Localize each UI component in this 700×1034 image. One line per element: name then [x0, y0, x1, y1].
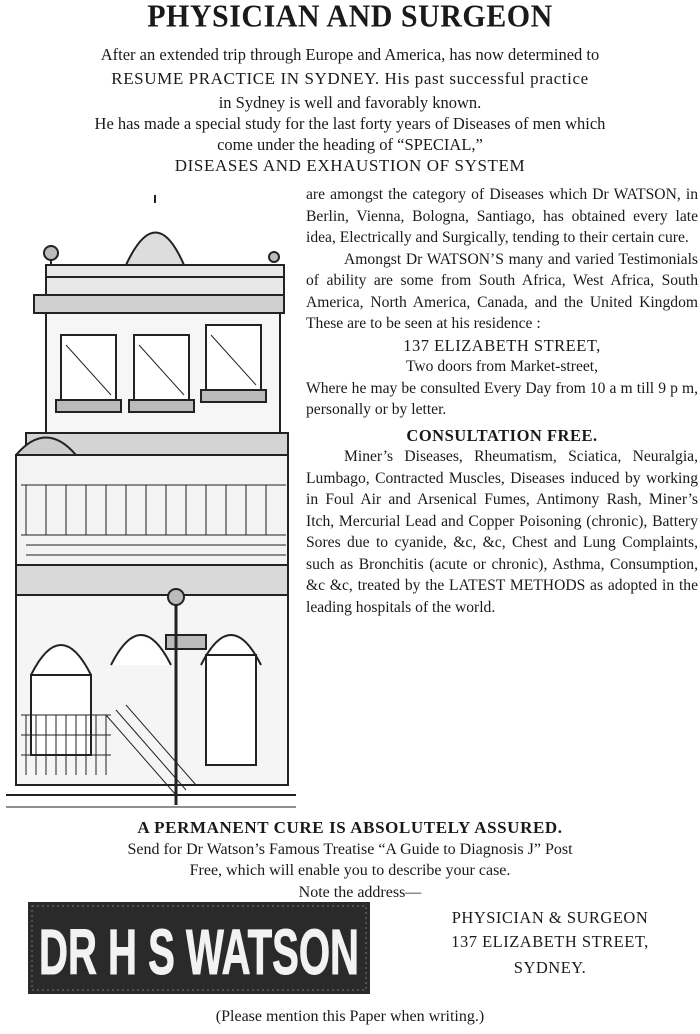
- intro-line-2: RESUME PRACTICE IN SYDNEY. His past successful practice: [111, 69, 589, 88]
- cure-assured: A PERMANENT CURE IS ABSOLUTELY ASSURED.: [137, 818, 563, 837]
- consultation-heading: CONSULTATION FREE.: [406, 425, 598, 445]
- address-line-3: SYDNEY.: [513, 958, 587, 977]
- paragraph-hours: Where he may be consulted Every Day from 10 a m till 9 p m, personally or by letter.: [306, 379, 698, 418]
- body-column: [306, 184, 698, 618]
- footer-note: (Please mention this Paper when writing.): [215, 1008, 485, 1025]
- address-line-1: PHYSICIAN & SURGEON: [451, 908, 649, 927]
- paragraph-categories: are amongst the category of Diseases which Dr WATSON, in Berlin, Vienna, Bologna, Santiago, has obtained every late idea, Electrically and Surgically, tending to their certain cure.: [306, 186, 698, 246]
- intro-line-3: in Sydney is well and favorably known.: [218, 93, 482, 112]
- address-line-2: 137 ELIZABETH STREET,: [451, 932, 649, 951]
- treatise-line-1: Send for Dr Watson’s Famous Treatise “A Guide to Diagnosis J” Post: [127, 841, 573, 858]
- treatise-line-2: Free, which will enable you to describe your case.: [189, 862, 511, 879]
- paragraph-location: Two doors from Market-street,: [405, 358, 599, 375]
- street-address: 137 ELIZABETH STREET,: [403, 335, 601, 355]
- note-address: Note the address—: [298, 884, 422, 901]
- svg-text:DR H S WATSON: DR H S WATSON: [39, 916, 359, 988]
- intro-line-4: He has made a special study for the last forty years of Diseases of men which: [94, 114, 606, 133]
- page-title: PHYSICIAN AND SURGEON: [147, 0, 553, 34]
- watson-name-logo: [28, 902, 370, 994]
- intro-line-1: After an extended trip through Europe and America, has now determined to: [100, 45, 600, 64]
- building-illustration: [6, 195, 296, 815]
- intro-line-5: come under the heading of “SPECIAL,”: [217, 135, 483, 154]
- paragraph-diseases: Miner’s Diseases, Rheumatism, Sciatica, Neuralgia, Lumbago, Contracted Muscles, Diseases induced by working in Foul Air and Arsenical Fumes, Antimony Rash, Miner’s Itch, Mercurial Lead and Copper Poisoning (chronic), Battery Sores due to cyanide, &c, &c, Chest and Lung Complaints, such as Bronchitis (acute or chronic), Asthma, Consumption, &c &c, treated by the LATEST METHODS as adopted in the leading hospitals of the world.: [306, 448, 698, 616]
- subheading: DISEASES AND EXHAUSTION OF SYSTEM: [174, 156, 526, 175]
- paragraph-testimonials: Amongst Dr WATSON’S many and varied Testimonials of ability are some from South Africa, West Africa, South America, North America, Canada, and the United Kingdom These are to be seen at his residence :: [306, 250, 698, 332]
